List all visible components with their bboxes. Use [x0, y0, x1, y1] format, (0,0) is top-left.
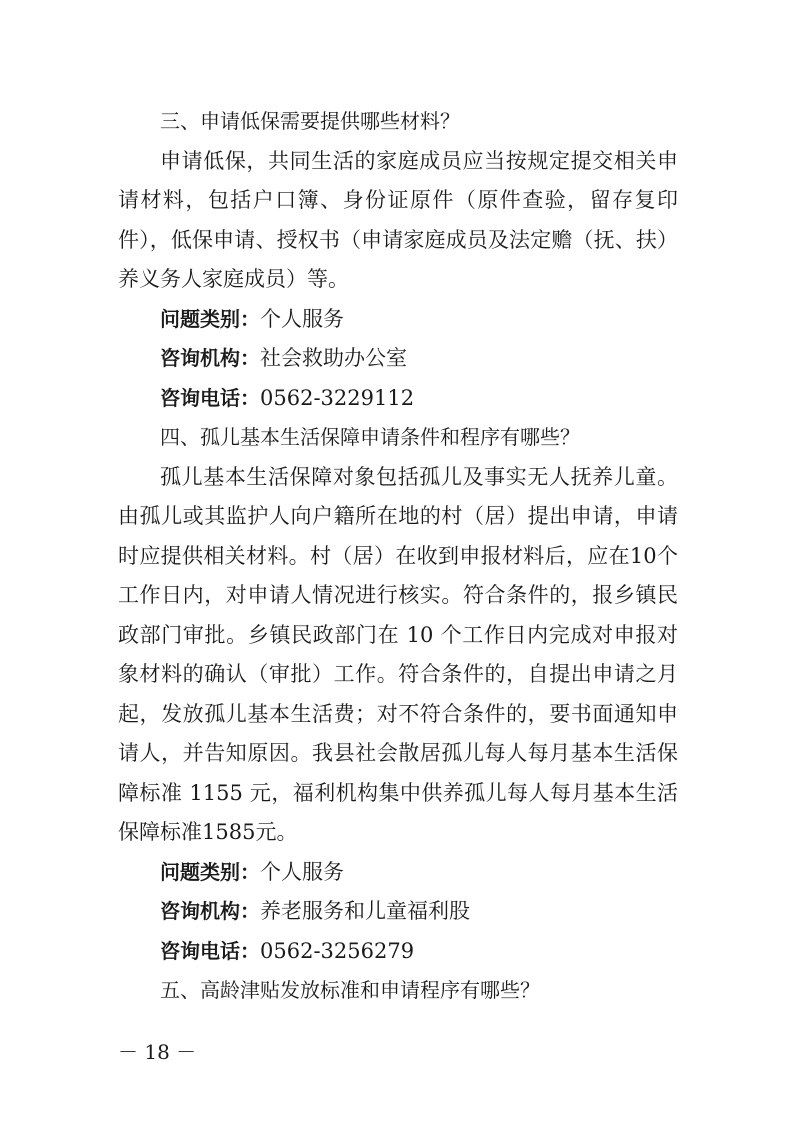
category-label: 问题类别： [160, 859, 260, 884]
section-4-body: 孤儿基本生活保障对象包括孤儿及事实无人抚养儿童。由孤儿或其监护人向户籍所在地的村（居）提出申请，申请时应提供相关材料。村（居）在收到申报材料后，应在10个工作日内，对申请人情况进行核实。符合条件的，报乡镇民政部门审批。乡镇民政部门在 10 个工作日内完成对申报对象材料的确认（审批）工作。符合条件的，自提出申请之月起，发放孤儿基本生活费；对不符合条件的，要书面通知申请人，并告知原因。我县社会散居孤儿每人每月基本生活保障标准 1155 元，福利机构集中供养孤儿每人每月基本生活保障标准1585元。 [118, 464, 678, 844]
phone-label: 咨询电话： [160, 385, 260, 410]
category-value: 个人服务 [260, 859, 344, 884]
document-body [118, 102, 678, 1011]
section-4-phone [118, 932, 678, 972]
page-number: － 18 － [118, 1040, 197, 1064]
agency-value: 社会救助办公室 [260, 346, 407, 370]
section-3-category [118, 300, 678, 340]
phone-label: 咨询电话： [160, 938, 260, 963]
category-label: 问题类别： [160, 306, 260, 331]
section-3-heading: 三、申请低保需要提供哪些材料？ [160, 109, 460, 133]
section-3-agency [118, 339, 678, 379]
section-3-phone [118, 379, 678, 419]
agency-label: 咨询机构： [160, 346, 260, 370]
section-4-category [118, 853, 678, 893]
section-4-agency [118, 892, 678, 932]
phone-value: 0562-3256279 [260, 938, 415, 963]
section-4-heading: 四、孤儿基本生活保障申请条件和程序有哪些？ [160, 425, 580, 449]
section-5-heading: 五、高龄津贴发放标准和申请程序有哪些？ [160, 978, 540, 1002]
agency-label: 咨询机构： [160, 899, 260, 923]
category-value: 个人服务 [260, 306, 344, 331]
section-3-body: 申请低保，共同生活的家庭成员应当按规定提交相关申请材料，包括户口簿、身份证原件（原件查验，留存复印件），低保申请、授权书（申请家庭成员及法定赡（抚、扶）养义务人家庭成员）等。 [118, 148, 678, 291]
phone-value: 0562-3229112 [260, 385, 415, 410]
agency-value: 养老服务和儿童福利股 [260, 899, 470, 923]
